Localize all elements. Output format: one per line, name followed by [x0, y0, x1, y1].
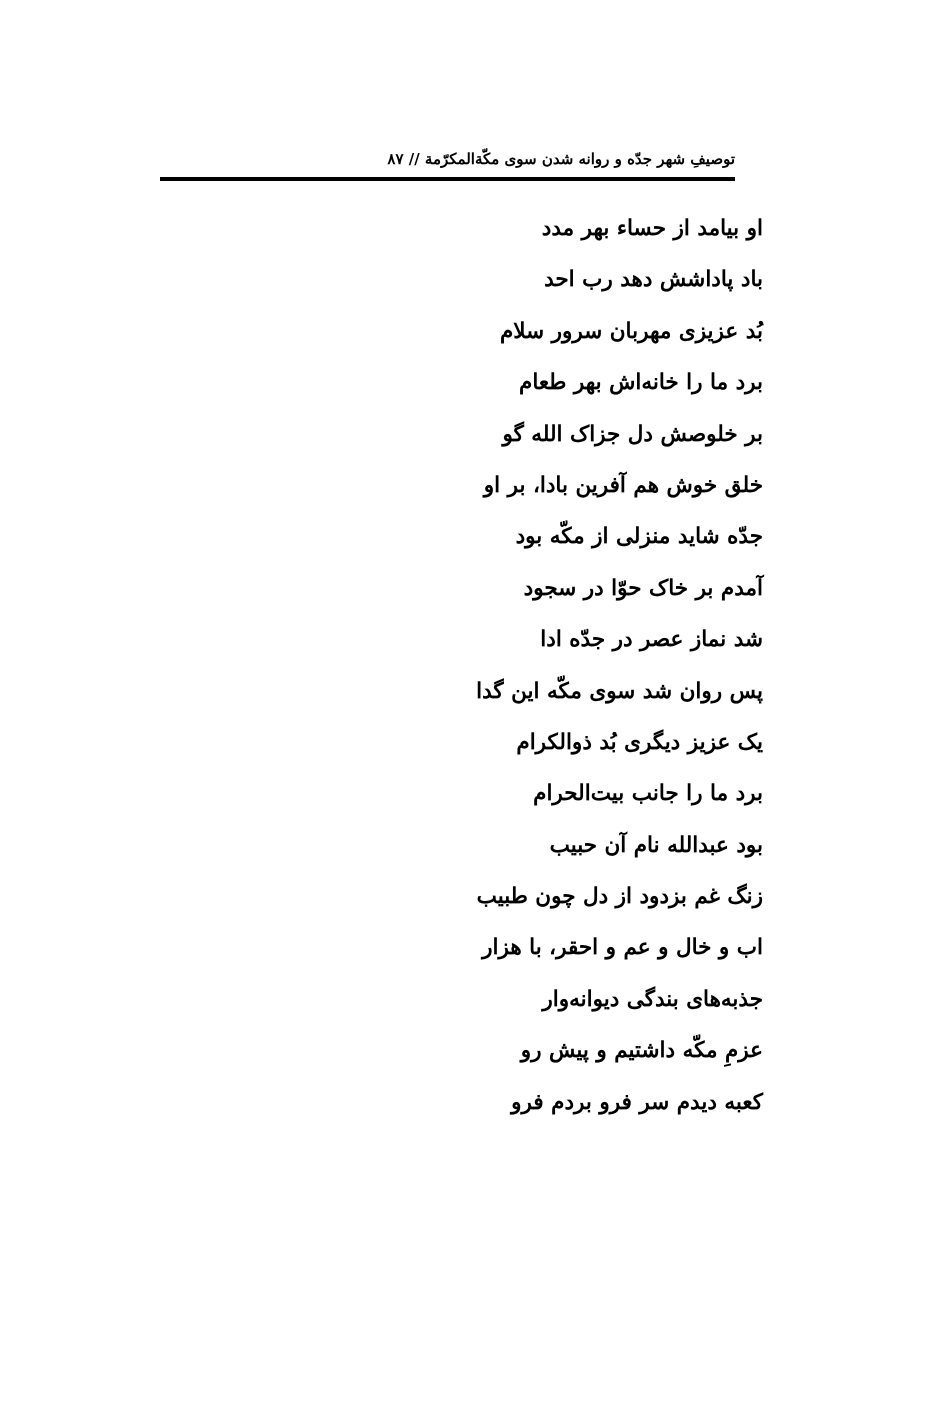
verse-line: برد ما را جانب بیت‌الحرام — [533, 781, 763, 807]
verse-line: کعبه دیدم سر فرو بردم فرو — [511, 1089, 763, 1115]
verse-line: اب و خال و عم و احقر، با هزار — [482, 935, 763, 961]
verse-line: زنگ غم بزدود از دل چون طبیب — [476, 884, 763, 910]
verse-line: جدّه شاید منزلی از مکّه بود — [515, 524, 763, 550]
verse-line: جذبه‌های بندگی دیوانه‌وار — [542, 986, 763, 1012]
verse-line: عزمِ مکّه داشتیم و پیش رو — [520, 1038, 763, 1064]
verse-line: شد نماز عصر در جدّه ادا — [540, 627, 763, 653]
running-header — [160, 144, 735, 174]
verse-line: یک عزیز دیگری بُد ذوالکرام — [516, 729, 763, 755]
verse-line: خلق خوش هم آفرین بادا، بر او — [483, 472, 763, 498]
poem-body — [433, 208, 763, 1133]
verse-line: بود عبدالله نام آن حبیب — [549, 832, 763, 858]
verse-line: پس روان شد سوی مکّه این گدا — [476, 678, 763, 704]
header-rule — [160, 177, 735, 181]
verse-line: بُد عزیزی مهربان سرور سلام — [500, 318, 763, 344]
verse-line: آمدم بر خاک حوّا در سجود — [523, 575, 763, 601]
verse-line: باد پاداشش دهد رب احد — [544, 267, 763, 293]
running-title: توصیفِ شهر جدّه و روانه شدن سوی مکّةالمکرّمة // ۸۷ — [387, 150, 735, 168]
verse-line: او بیامد از حساء بهر مدد — [541, 216, 763, 241]
verse-line: برد ما را خانه‌اش بهر طعام — [519, 370, 763, 396]
verse-line: بر خلوصش دل جزاک الله گو — [502, 421, 763, 447]
